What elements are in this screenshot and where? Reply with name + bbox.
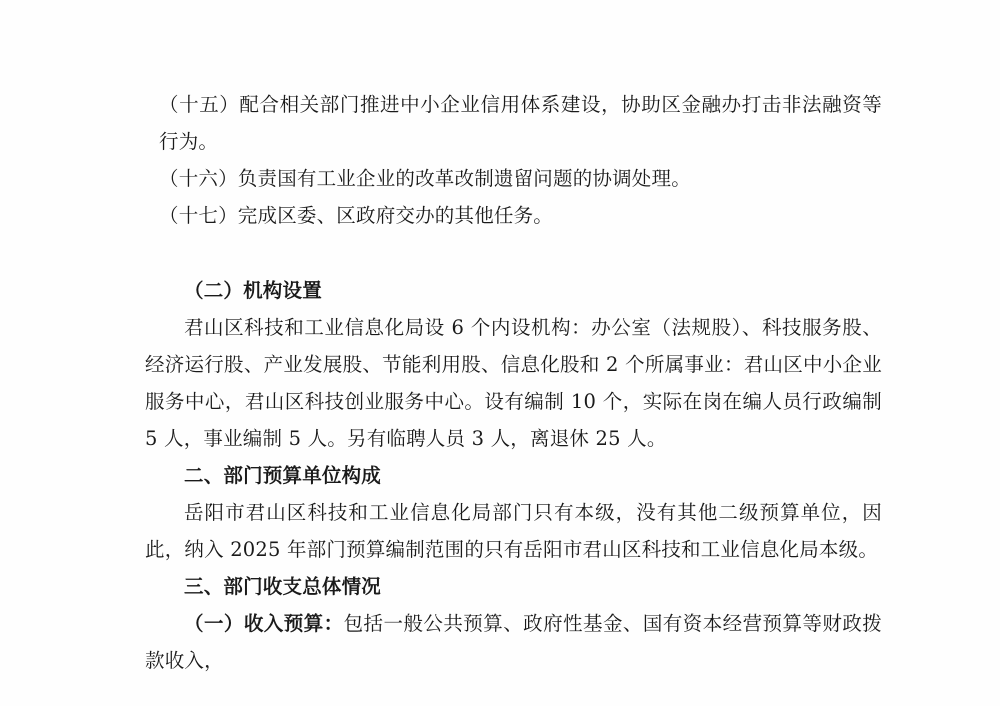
section-body-org-structure: 君山区科技和工业信息化局设 6 个内设机构：办公室（法规股）、科技服务股、经济运行股、产业发展股、节能利用股、信息化股和 2 个所属事业：君山区中小企业服务中心，君山区科技创业服务中心。设有编制 10 个，实际在岗在编人员行政编制 5 人，事业编制 5 人。另有临聘人员 3 人，离退休 25 人。 [145, 316, 882, 450]
list-item: （十七）完成区委、区政府交办的其他任务。 [159, 204, 554, 227]
section-spacer [145, 234, 882, 272]
list-item: （十五）配合相关部门推进中小企业信用体系建设，协助区金融办打击非法融资等行为。 [159, 93, 882, 153]
section-body-budget-units: 岳阳市君山区科技和工业信息化局部门只有本级，没有其他二级预算单位，因此，纳入 2025 年部门预算编制范围的只有岳阳市君山区科技和工业信息化局本级。 [145, 501, 882, 561]
subsection-income-budget [145, 605, 882, 679]
subsection-body-income-budget: 包括一般公共预算、政府性基金、国有资本经营预算等财政拨款收入， [145, 612, 882, 672]
document-body [145, 86, 882, 679]
section-heading-income-expense: 三、部门收支总体情况 [184, 575, 382, 598]
subsection-heading-income-budget: （一）收入预算： [184, 612, 344, 635]
section-heading-budget-units: 二、部门预算单位构成 [184, 464, 382, 487]
list-item: （十六）负责国有工业企业的改革改制遗留问题的协调处理。 [159, 167, 691, 190]
section-heading-org-structure: （二）机构设置 [184, 279, 322, 302]
